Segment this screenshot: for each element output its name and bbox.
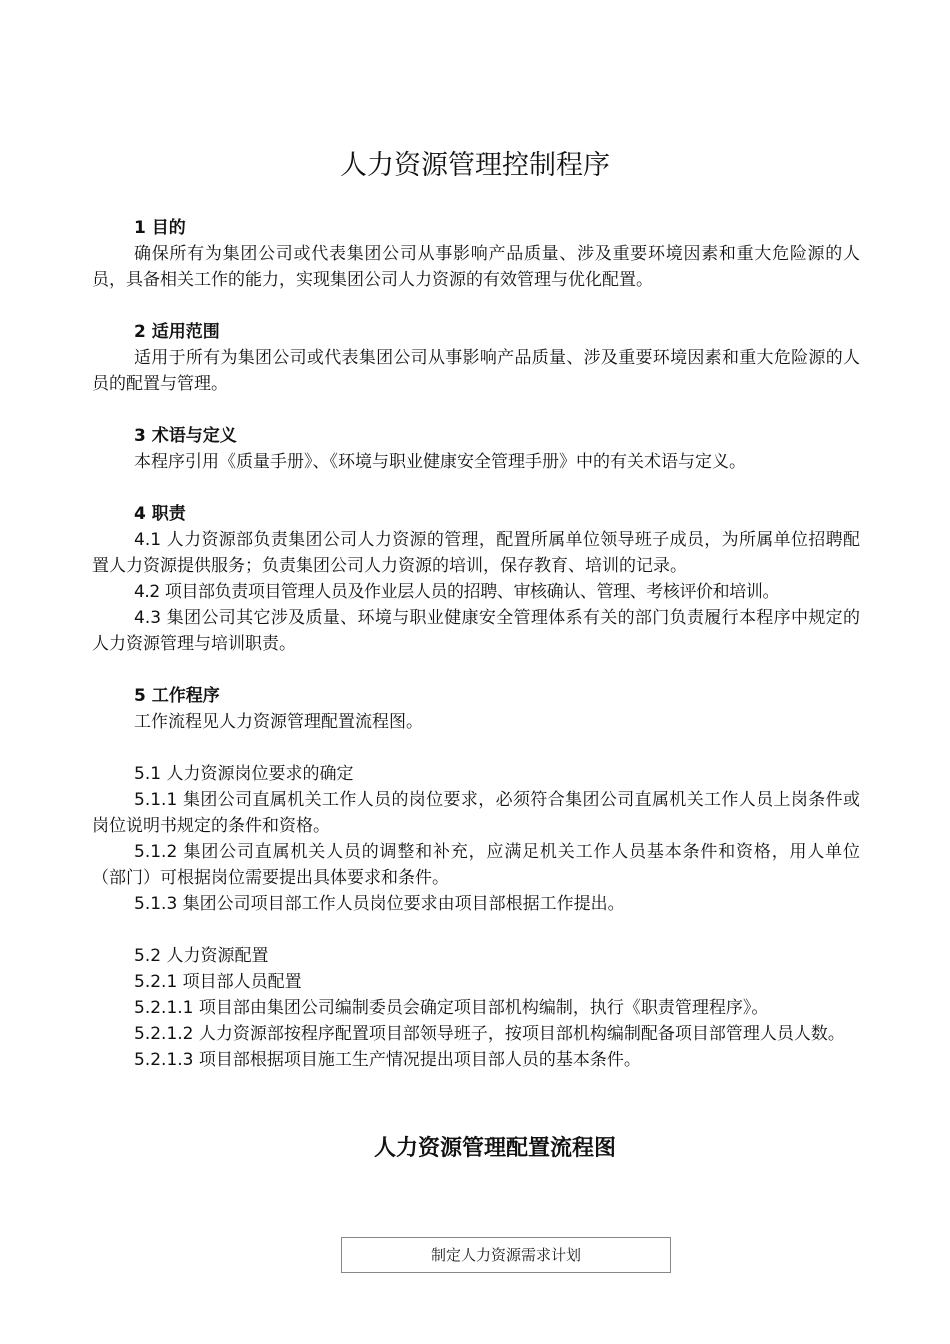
clause-text: 集团公司直属机关人员的调整和补充，应满足机关工作人员基本条件和资格，用人单位（部门）可根据岗位需要提出具体要求和条件。 xyxy=(92,842,860,888)
clause-number: 5.2.1.3 xyxy=(134,1050,194,1070)
clause-number: 4.1 xyxy=(134,530,162,550)
section-2-body: 适用于所有为集团公司或代表集团公司从事影响产品质量、涉及重要环境因素和重大危险源的人员的配置与管理。 xyxy=(92,348,860,394)
section-2-heading: 2 适用范围 xyxy=(134,322,220,342)
section-4-heading: 4 职责 xyxy=(134,504,186,524)
clause-5-2-1 xyxy=(92,969,860,995)
clause-5-1-3 xyxy=(92,891,860,917)
clause-5-2-1-2 xyxy=(92,1021,860,1047)
section-3-body: 本程序引用《质量手册》、《环境与职业健康安全管理手册》中的有关术语与定义。 xyxy=(134,452,746,472)
clause-text: 集团公司其它涉及质量、环境与职业健康安全管理体系有关的部门负责履行本程序中规定的人力资源管理与培训职责。 xyxy=(92,608,860,654)
clause-number: 4.3 xyxy=(134,608,162,628)
clause-text: 项目部由集团公司编制委员会确定项目部机构编制，执行《职责管理程序》。 xyxy=(193,998,769,1018)
clause-text: 项目部负责项目管理人员及作业层人员的招聘、审核确认、管理、考核评价和培训。 xyxy=(159,582,780,602)
clause-5-1 xyxy=(92,761,860,787)
clause-number: 4.2 xyxy=(134,582,160,602)
clause-text: 人力资源岗位要求的确定 xyxy=(161,764,354,784)
section-1-body: 确保所有为集团公司或代表集团公司从事影响产品质量、涉及重要环境因素和重大危险源的人员，具备相关工作的能力，实现集团公司人力资源的有效管理与优化配置。 xyxy=(92,244,860,290)
clause-4-1 xyxy=(92,527,860,579)
clause-text: 项目部人员配置 xyxy=(177,972,302,992)
clause-number: 5.2.1 xyxy=(134,972,178,992)
clause-text: 人力资源部按程序配置项目部领导班子，按项目部机构编制配备项目部管理人员人数。 xyxy=(193,1024,845,1044)
clause-text: 人力资源配置 xyxy=(161,946,269,966)
clause-5-1-1 xyxy=(92,787,860,839)
clause-number: 5.1 xyxy=(134,764,162,784)
clause-text: 集团公司项目部工作人员岗位要求由项目部根据工作提出。 xyxy=(177,894,625,914)
clause-number: 5.1.3 xyxy=(134,894,178,914)
document-body xyxy=(92,215,860,1073)
clause-number: 5.2.1.2 xyxy=(134,1024,194,1044)
clause-number: 5.1.1 xyxy=(134,790,178,810)
flowchart-step-box: 制定人力资源需求计划 xyxy=(341,1237,671,1273)
clause-4-3 xyxy=(92,605,860,657)
clause-5-2 xyxy=(92,943,860,969)
section-5-heading: 5 工作程序 xyxy=(134,686,220,706)
clause-5-2-1-3 xyxy=(92,1047,860,1073)
clause-text: 人力资源部负责集团公司人力资源的管理，配置所属单位领导班子成员，为所属单位招聘配置人力资源提供服务；负责集团公司人力资源的培训，保存教育、培训的记录。 xyxy=(92,530,860,576)
flowchart-title: 人力资源管理配置流程图 xyxy=(373,1136,616,1161)
clause-number: 5.2 xyxy=(134,946,162,966)
document-title: 人力资源管理控制程序 xyxy=(340,150,610,181)
clause-4-2 xyxy=(92,579,860,605)
clause-5-2-1-1 xyxy=(92,995,860,1021)
section-3-heading: 3 术语与定义 xyxy=(134,426,237,446)
section-5-body: 工作流程见人力资源管理配置流程图。 xyxy=(134,712,423,732)
clause-text: 项目部根据项目施工生产情况提出项目部人员的基本条件。 xyxy=(193,1050,641,1070)
clause-5-1-2 xyxy=(92,839,860,891)
clause-text: 集团公司直属机关工作人员的岗位要求，必须符合集团公司直属机关工作人员上岗条件或岗位说明书规定的条件和资格。 xyxy=(92,790,860,836)
section-1-heading: 1 目的 xyxy=(134,218,186,238)
clause-number: 5.2.1.1 xyxy=(134,998,194,1018)
clause-number: 5.1.2 xyxy=(134,842,178,862)
